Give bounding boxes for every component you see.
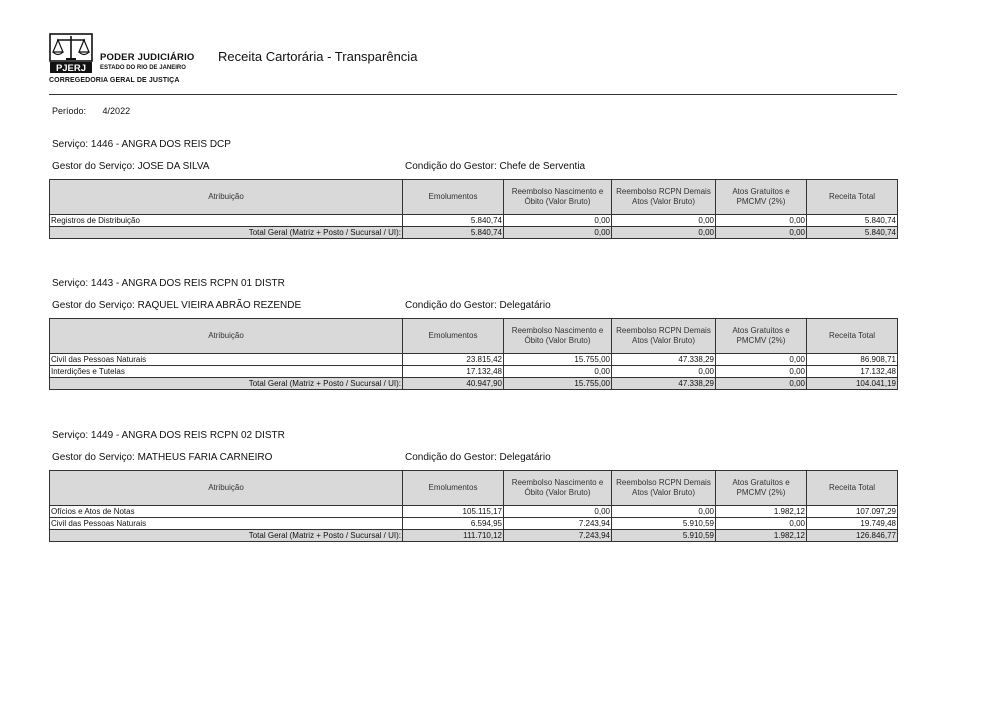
- column-header: Atos Gratuitos e PMCMV (2%): [716, 319, 807, 354]
- table-row: [50, 366, 898, 378]
- gestor-label: Gestor do Serviço: RAQUEL VIEIRA ABRÃO REZENDE: [52, 300, 302, 311]
- table-cell: 0,00: [716, 215, 807, 227]
- column-header: Receita Total: [807, 319, 898, 354]
- table-cell: 105.115,17: [403, 506, 504, 518]
- table-cell: 86.908,71: [807, 354, 898, 366]
- table-header-row: [50, 180, 898, 215]
- page-title: Receita Cartorária - Transparência: [218, 49, 418, 64]
- total-cell: 40.947,90: [403, 378, 504, 390]
- revenue-table: [49, 318, 898, 390]
- total-cell: 104.041,19: [807, 378, 898, 390]
- table-row: [50, 506, 898, 518]
- column-header: Emolumentos: [403, 180, 504, 215]
- column-header: Atribuição: [50, 319, 403, 354]
- column-header: Atos Gratuitos e PMCMV (2%): [716, 180, 807, 215]
- total-cell: 0,00: [716, 378, 807, 390]
- table-cell: 15.755,00: [504, 354, 612, 366]
- table-cell: 0,00: [716, 354, 807, 366]
- table-cell: 0,00: [612, 506, 716, 518]
- table-cell: Civil das Pessoas Naturais: [50, 518, 403, 530]
- service-title: Serviço: 1449 - ANGRA DOS REIS RCPN 02 DISTR: [52, 430, 285, 441]
- table-row: [50, 518, 898, 530]
- brand-line3: CORREGEDORIA GERAL DE JUSTIÇA: [49, 77, 180, 84]
- table-header-row: [50, 471, 898, 506]
- periodo-value: 4/2022: [102, 106, 131, 116]
- table-cell: 0,00: [716, 366, 807, 378]
- total-cell: 111.710,12: [403, 530, 504, 542]
- table-row: [50, 354, 898, 366]
- condicao-label: Condição do Gestor: Chefe de Serventia: [405, 161, 586, 172]
- total-cell: 1.982,12: [716, 530, 807, 542]
- table-cell: 5.840,74: [403, 215, 504, 227]
- table-cell: 7.243,94: [504, 518, 612, 530]
- table-cell: 17.132,48: [403, 366, 504, 378]
- table-cell: 0,00: [612, 366, 716, 378]
- revenue-table: [49, 470, 898, 542]
- service-title: Serviço: 1446 - ANGRA DOS REIS DCP: [52, 139, 231, 150]
- total-cell: 0,00: [716, 227, 807, 239]
- column-header: Reembolso Nascimento e Óbito (Valor Bruto): [504, 319, 612, 354]
- total-row: [50, 378, 898, 390]
- gestor-label: Gestor do Serviço: MATHEUS FARIA CARNEIRO: [52, 452, 273, 463]
- column-header: Receita Total: [807, 180, 898, 215]
- page-header: [49, 32, 897, 94]
- table-cell: 5.840,74: [807, 215, 898, 227]
- brand-line1: PODER JUDICIÁRIO: [100, 52, 195, 63]
- table-cell: Registros de Distribuição: [50, 215, 403, 227]
- column-header: Emolumentos: [403, 471, 504, 506]
- condicao-label: Condição do Gestor: Delegatário: [405, 300, 551, 311]
- total-cell: 0,00: [504, 227, 612, 239]
- pjerj-scales-logo-icon: [49, 33, 93, 73]
- logo-text: PJERJ: [55, 63, 87, 73]
- table-cell: 107.097,29: [807, 506, 898, 518]
- gestor-label: Gestor do Serviço: JOSE DA SILVA: [52, 161, 210, 172]
- periodo: [52, 106, 130, 116]
- total-row: [50, 530, 898, 542]
- total-cell: 47.338,29: [612, 378, 716, 390]
- service-title: Serviço: 1443 - ANGRA DOS REIS RCPN 01 DISTR: [52, 278, 285, 289]
- table-cell: Ofícios e Atos de Notas: [50, 506, 403, 518]
- total-cell: Total Geral (Matriz + Posto / Sucursal / UI):: [50, 530, 403, 542]
- revenue-table: [49, 179, 898, 239]
- table-header-row: [50, 319, 898, 354]
- table-cell: Interdições e Tutelas: [50, 366, 403, 378]
- total-cell: 5.840,74: [403, 227, 504, 239]
- table-row: [50, 215, 898, 227]
- table-cell: 17.132,48: [807, 366, 898, 378]
- total-cell: 5.840,74: [807, 227, 898, 239]
- condicao-label: Condição do Gestor: Delegatário: [405, 452, 551, 463]
- total-cell: 15.755,00: [504, 378, 612, 390]
- table-cell: 0,00: [612, 215, 716, 227]
- table-cell: 0,00: [504, 366, 612, 378]
- total-cell: Total Geral (Matriz + Posto / Sucursal / UI):: [50, 378, 403, 390]
- column-header: Atribuição: [50, 180, 403, 215]
- table-cell: Civil das Pessoas Naturais: [50, 354, 403, 366]
- table-cell: 6.594,95: [403, 518, 504, 530]
- table-cell: 0,00: [716, 518, 807, 530]
- total-cell: Total Geral (Matriz + Posto / Sucursal / UI):: [50, 227, 403, 239]
- column-header: Atos Gratuitos e PMCMV (2%): [716, 471, 807, 506]
- column-header: Reembolso Nascimento e Óbito (Valor Bruto): [504, 180, 612, 215]
- column-header: Reembolso RCPN Demais Atos (Valor Bruto): [612, 319, 716, 354]
- column-header: Reembolso RCPN Demais Atos (Valor Bruto): [612, 471, 716, 506]
- table-cell: 47.338,29: [612, 354, 716, 366]
- table-cell: 19.749,48: [807, 518, 898, 530]
- table-cell: 5.910,59: [612, 518, 716, 530]
- table-cell: 0,00: [504, 215, 612, 227]
- total-cell: 7.243,94: [504, 530, 612, 542]
- total-cell: 126.846,77: [807, 530, 898, 542]
- periodo-label: Período:: [52, 106, 87, 116]
- table-cell: 1.982,12: [716, 506, 807, 518]
- total-row: [50, 227, 898, 239]
- column-header: Emolumentos: [403, 319, 504, 354]
- column-header: Receita Total: [807, 471, 898, 506]
- column-header: Reembolso RCPN Demais Atos (Valor Bruto): [612, 180, 716, 215]
- total-cell: 0,00: [612, 227, 716, 239]
- total-cell: 5.910,59: [612, 530, 716, 542]
- brand-line2: ESTADO DO RIO DE JANEIRO: [100, 65, 186, 71]
- header-divider: [49, 94, 897, 95]
- column-header: Atribuição: [50, 471, 403, 506]
- column-header: Reembolso Nascimento e Óbito (Valor Bruto): [504, 471, 612, 506]
- table-cell: 0,00: [504, 506, 612, 518]
- table-cell: 23.815,42: [403, 354, 504, 366]
